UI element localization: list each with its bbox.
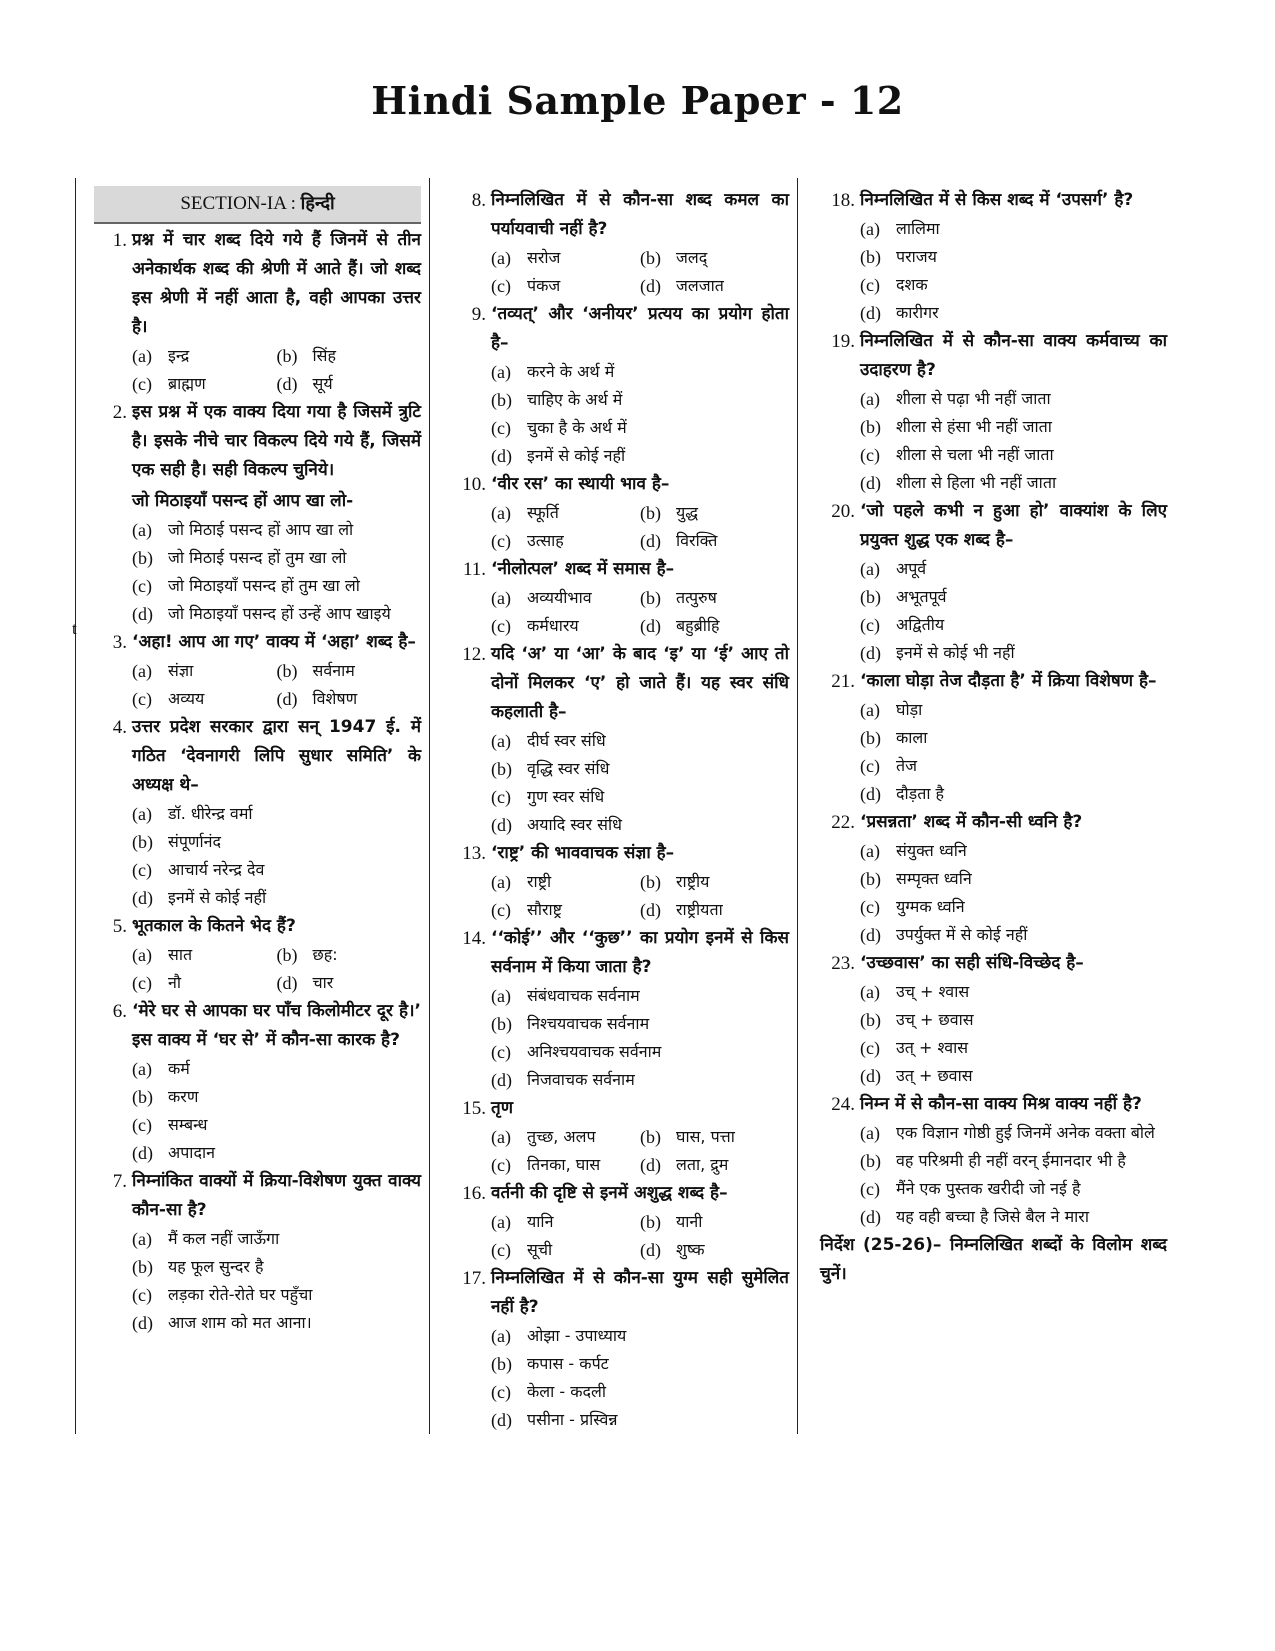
option-d: (d) अपादान <box>132 1143 215 1163</box>
section-header <box>94 186 421 224</box>
option-d: (d) इनमें से कोई नहीं <box>491 446 626 466</box>
option-a: (a) एक विज्ञान गोष्ठी हुई जिनमें अनेक वक्ता बोले <box>860 1123 1155 1143</box>
question-text: ‘मेरे घर से आपका घर पाँच किलोमीटर दूर है।’ इस वाक्य में ‘घर से’ में कौन-सा कारक है? <box>132 1001 421 1050</box>
question-number: 4. <box>112 717 127 738</box>
question-number: 8. <box>471 190 486 211</box>
section-label: SECTION-IA : <box>180 193 296 214</box>
option-b: (b) सर्वनाम <box>276 661 355 681</box>
option-b: (b) संपूर्णानंद <box>132 832 221 852</box>
option-c: (c) उत् + श्वास <box>860 1038 969 1058</box>
option-c: (c) तेज <box>860 756 917 776</box>
option-c: (c) लड़का रोते-रोते घर पहुँचा <box>132 1285 313 1305</box>
question-15 <box>453 1094 789 1179</box>
question-number: 19. <box>831 331 855 352</box>
question-11 <box>453 555 789 640</box>
question-sentence: जो मिठाइयाँ पसन्द हों आप खा लो- <box>132 491 354 511</box>
question-21 <box>822 667 1167 808</box>
option-c: (c) सौराष्ट्र <box>491 900 562 920</box>
question-5 <box>94 912 421 997</box>
option-a: (a) अव्ययीभाव <box>491 588 592 608</box>
option-b: (b) अभूतपूर्व <box>860 587 947 607</box>
option-b: (b) काला <box>860 728 928 748</box>
option-d: (d) राष्ट्रीयता <box>640 900 723 920</box>
option-a: (a) ओझा - उपाध्याय <box>491 1326 627 1346</box>
option-b: (b) पराजय <box>860 247 937 267</box>
option-c: (c) अद्वितीय <box>860 615 945 635</box>
option-a: (a) संज्ञा <box>132 661 194 681</box>
option-d: (d) पसीना - प्रस्विन्न <box>491 1410 618 1430</box>
option-a: (a) यानि <box>491 1212 554 1232</box>
option-c: (c) सम्बन्ध <box>132 1115 208 1135</box>
option-b: (b) जो मिठाई पसन्द हों तुम खा लो <box>132 548 347 568</box>
question-number: 7. <box>112 1171 127 1192</box>
option-d: (d) दौड़ता है <box>860 784 945 804</box>
column-3 <box>822 186 1167 1289</box>
column-1 <box>94 186 421 1337</box>
question-16 <box>453 1179 789 1264</box>
option-a: (a) उच् + श्वास <box>860 982 970 1002</box>
question-14 <box>453 924 789 1094</box>
question-number: 6. <box>112 1001 127 1022</box>
question-12 <box>453 640 789 839</box>
question-3 <box>94 628 421 713</box>
column-divider <box>429 178 430 1434</box>
option-c: (c) सूची <box>491 1240 553 1260</box>
question-number: 10. <box>462 474 486 495</box>
option-b: (b) उच् + छवास <box>860 1010 974 1030</box>
option-b: (b) निश्चयवाचक सर्वनाम <box>491 1014 650 1034</box>
option-d: (d) कारीगर <box>860 303 939 323</box>
option-b: (b) शीला से हंसा भी नहीं जाता <box>860 417 1052 437</box>
question-text: निम्नांकित वाक्यों में क्रिया-विशेषण युक्त वाक्य कौन-सा है? <box>132 1171 421 1220</box>
question-number: 5. <box>112 916 127 937</box>
option-b: (b) सिंह <box>276 346 336 366</box>
option-c: (c) तिनका, घास <box>491 1155 601 1175</box>
question-number: 9. <box>471 304 486 325</box>
option-c: (c) अनिश्चयवाचक सर्वनाम <box>491 1042 662 1062</box>
question-text: ‘नीलोत्पल’ शब्द में समास है– <box>491 559 675 579</box>
option-b: (b) सम्पृक्त ध्वनि <box>860 869 972 889</box>
option-b: (b) छह: <box>276 945 338 965</box>
option-a: (a) कर्म <box>132 1059 190 1079</box>
option-d: (d) शुष्क <box>640 1240 705 1260</box>
question-number: 12. <box>462 644 486 665</box>
question-6 <box>94 997 421 1167</box>
option-b: (b) करण <box>132 1087 199 1107</box>
question-number: 14. <box>462 928 486 949</box>
option-b: (b) जलद् <box>640 248 708 268</box>
question-number: 1. <box>112 230 127 251</box>
option-d: (d) जलजात <box>640 276 724 296</box>
option-c: (c) दशक <box>860 275 928 295</box>
question-number: 22. <box>831 812 855 833</box>
question-number: 13. <box>462 843 486 864</box>
question-number: 2. <box>112 402 127 423</box>
option-a: (a) घोड़ा <box>860 700 923 720</box>
option-d: (d) विशेषण <box>276 689 358 709</box>
option-b: (b) कपास - कर्पट <box>491 1354 609 1374</box>
option-d: (d) इनमें से कोई नहीं <box>132 888 267 908</box>
question-text: ‘‘कोई’’ और ‘‘कुछ’’ का प्रयोग इनमें से किस सर्वनाम में किया जाता है? <box>491 928 789 977</box>
option-d: (d) यह वही बच्चा है जिसे बैल ने मारा <box>860 1207 1089 1227</box>
option-a: (a) सात <box>132 945 193 965</box>
question-text: ‘राष्ट्र’ की भाववाचक संज्ञा है– <box>491 843 675 863</box>
option-b: (b) वह परिश्रमी ही नहीं वरन् ईमानदार भी है <box>860 1151 1126 1171</box>
question-number: 3. <box>112 632 127 653</box>
option-a: (a) तुच्छ, अलप <box>491 1127 596 1147</box>
option-c: (c) आचार्य नरेन्द्र देव <box>132 860 265 880</box>
option-c: (c) केला - कदली <box>491 1382 607 1402</box>
question-number: 16. <box>462 1183 486 1204</box>
page-title: Hindi Sample Paper - 12 <box>371 78 904 123</box>
option-a: (a) संबंधवाचक सर्वनाम <box>491 986 640 1006</box>
option-d: (d) इनमें से कोई भी नहीं <box>860 643 1015 663</box>
question-number: 20. <box>831 501 855 522</box>
option-a: (a) जो मिठाई पसन्द हों आप खा लो <box>132 520 354 540</box>
option-d: (d) सूर्य <box>276 374 333 394</box>
question-text: ‘प्रसन्नता’ शब्द में कौन-सी ध्वनि है? <box>860 812 1083 832</box>
option-a: (a) सरोज <box>491 248 561 268</box>
question-1 <box>94 226 421 398</box>
question-text: निम्नलिखित में से किस शब्द में ‘उपसर्ग’ है? <box>860 190 1134 210</box>
question-number: 21. <box>831 671 855 692</box>
option-c: (c) अव्यय <box>132 689 205 709</box>
question-text: ‘जो पहले कभी न हुआ हो’ वाक्यांश के लिए प्रयुक्त शुद्ध एक शब्द है– <box>860 501 1167 550</box>
question-text: प्रश्न में चार शब्द दिये गये हैं जिनमें से तीन अनेकार्थक शब्द की श्रेणी में आते हैं। जो शब्द इस श्रेणी में नहीं आता है, वही आपका उत्तर है। <box>132 230 421 337</box>
option-d: (d) उपर्युक्त में से कोई नहीं <box>860 925 1028 945</box>
option-b: (b) घास, पत्ता <box>640 1127 735 1147</box>
question-text: वर्तनी की दृष्टि से इनमें अशुद्ध शब्द है– <box>491 1183 728 1203</box>
option-b: (b) राष्ट्रीय <box>640 872 710 892</box>
column-divider <box>75 178 76 1434</box>
option-a: (a) डॉ. धीरेन्द्र वर्मा <box>132 804 253 824</box>
question-7 <box>94 1167 421 1337</box>
question-text: निम्नलिखित में से कौन-सा शब्द कमल का पर्यायवाची नहीं है? <box>491 190 789 239</box>
question-text: तृण <box>491 1098 513 1118</box>
question-13 <box>453 839 789 924</box>
question-text: निम्नलिखित में से कौन-सा युग्म सही सुमेलित नहीं है? <box>491 1268 789 1317</box>
question-number: 11. <box>462 559 486 580</box>
option-c: (c) कर्मधारय <box>491 616 579 636</box>
question-9 <box>453 300 789 470</box>
option-a: (a) दीर्घ स्वर संधि <box>491 731 606 751</box>
question-text: ‘वीर रस’ का स्थायी भाव है– <box>491 474 670 494</box>
question-text: भूतकाल के कितने भेद हैं? <box>132 916 296 936</box>
question-text: उत्तर प्रदेश सरकार द्वारा सन् 1947 ई. में गठित ‘देवनागरी लिपि सुधार समिति’ के अध्यक्ष थे– <box>132 717 421 795</box>
question-number: 17. <box>462 1268 486 1289</box>
column-2 <box>453 186 789 1434</box>
option-d: (d) जो मिठाइयाँ पसन्द हों उन्हें आप खाइये <box>132 604 391 624</box>
question-text: ‘तव्यत्’ और ‘अनीयर’ प्रत्यय का प्रयोग होता है– <box>491 304 789 353</box>
section-subject: हिन्दी <box>300 193 335 214</box>
question-text: ‘अहा! आप आ गए’ वाक्य में ‘अहा’ शब्द है– <box>132 632 416 652</box>
question-20 <box>822 497 1167 667</box>
option-a: (a) मैं कल नहीं जाऊँगा <box>132 1229 280 1249</box>
question-text: निम्न में से कौन-सा वाक्य मिश्र वाक्य नहीं है? <box>860 1094 1142 1114</box>
option-c: (c) पंकज <box>491 276 561 296</box>
option-c: (c) गुण स्वर संधि <box>491 787 605 807</box>
question-text: ‘काला घोड़ा तेज दौड़ता है’ में क्रिया विशेषण है– <box>860 671 1157 691</box>
option-b: (b) चाहिए के अर्थ में <box>491 390 623 410</box>
option-a: (a) इन्द्र <box>132 346 190 366</box>
option-b: (b) यह फूल सुन्दर है <box>132 1257 264 1277</box>
option-a: (a) शीला से पढ़ा भी नहीं जाता <box>860 389 1051 409</box>
option-c: (c) ब्राह्मण <box>132 374 206 394</box>
question-number: 24. <box>831 1094 855 1115</box>
question-number: 15. <box>462 1098 486 1119</box>
option-d: (d) चार <box>276 973 334 993</box>
option-d: (d) आज शाम को मत आना। <box>132 1313 312 1333</box>
option-a: (a) करने के अर्थ में <box>491 362 615 382</box>
option-c: (c) शीला से चला भी नहीं जाता <box>860 445 1054 465</box>
option-d: (d) विरक्ति <box>640 531 718 551</box>
option-b: (b) यानी <box>640 1212 703 1232</box>
question-8 <box>453 186 789 300</box>
option-d: (d) बहुब्रीहि <box>640 616 720 636</box>
question-number: 23. <box>831 953 855 974</box>
option-c: (c) नौ <box>132 973 182 993</box>
option-d: (d) अयादि स्वर संधि <box>491 815 622 835</box>
option-a: (a) स्फूर्ति <box>491 503 559 523</box>
option-b: (b) वृद्धि स्वर संधि <box>491 759 610 779</box>
question-19 <box>822 327 1167 497</box>
option-b: (b) युद्ध <box>640 503 699 523</box>
question-2 <box>94 398 421 628</box>
question-18 <box>822 186 1167 327</box>
question-text: यदि ‘अ’ या ‘आ’ के बाद ‘इ’ या ‘ई’ आए तो दोनों मिलकर ‘ए’ हो जाते हैं। यह स्वर संधि कहलाती है– <box>491 644 789 722</box>
option-a: (a) राष्ट्री <box>491 872 552 892</box>
question-22 <box>822 808 1167 949</box>
stray-mark: t <box>72 619 77 638</box>
option-d: (d) शीला से हिला भी नहीं जाता <box>860 473 1057 493</box>
direction-note: निर्देश (25-26)– निम्नलिखित शब्दों के विलोम शब्द चुनें। <box>820 1235 1167 1284</box>
option-c: (c) मैंने एक पुस्तक खरीदी जो नई है <box>860 1179 1081 1199</box>
option-a: (a) लालिमा <box>860 219 940 239</box>
question-text: इस प्रश्न में एक वाक्य दिया गया है जिसमें त्रुटि है। इसके नीचे चार विकल्प दिये गये हैं, जिसमें एक सही है। सही विकल्प चुनिये। <box>132 402 421 480</box>
question-text: निम्नलिखित में से कौन-सा वाक्य कर्मवाच्य का उदाहरण है? <box>860 331 1167 380</box>
option-b: (b) तत्पुरुष <box>640 588 717 608</box>
option-c: (c) उत्साह <box>491 531 564 551</box>
option-c: (c) युग्मक ध्वनि <box>860 897 965 917</box>
option-c: (c) जो मिठाइयाँ पसन्द हों तुम खा लो <box>132 576 360 596</box>
option-a: (a) संयुक्त ध्वनि <box>860 841 967 861</box>
question-number: 18. <box>831 190 855 211</box>
option-d: (d) लता, द्रुम <box>640 1155 729 1175</box>
question-24 <box>822 1090 1167 1231</box>
option-d: (d) उत् + छवास <box>860 1066 973 1086</box>
question-text: ‘उच्छवास’ का सही संधि-विच्छेद है– <box>860 953 1084 973</box>
option-d: (d) निजवाचक सर्वनाम <box>491 1070 635 1090</box>
column-divider <box>797 178 798 1434</box>
question-4 <box>94 713 421 912</box>
question-17 <box>453 1264 789 1434</box>
question-10 <box>453 470 789 555</box>
option-c: (c) चुका है के अर्थ में <box>491 418 627 438</box>
option-a: (a) अपूर्व <box>860 559 927 579</box>
question-23 <box>822 949 1167 1090</box>
